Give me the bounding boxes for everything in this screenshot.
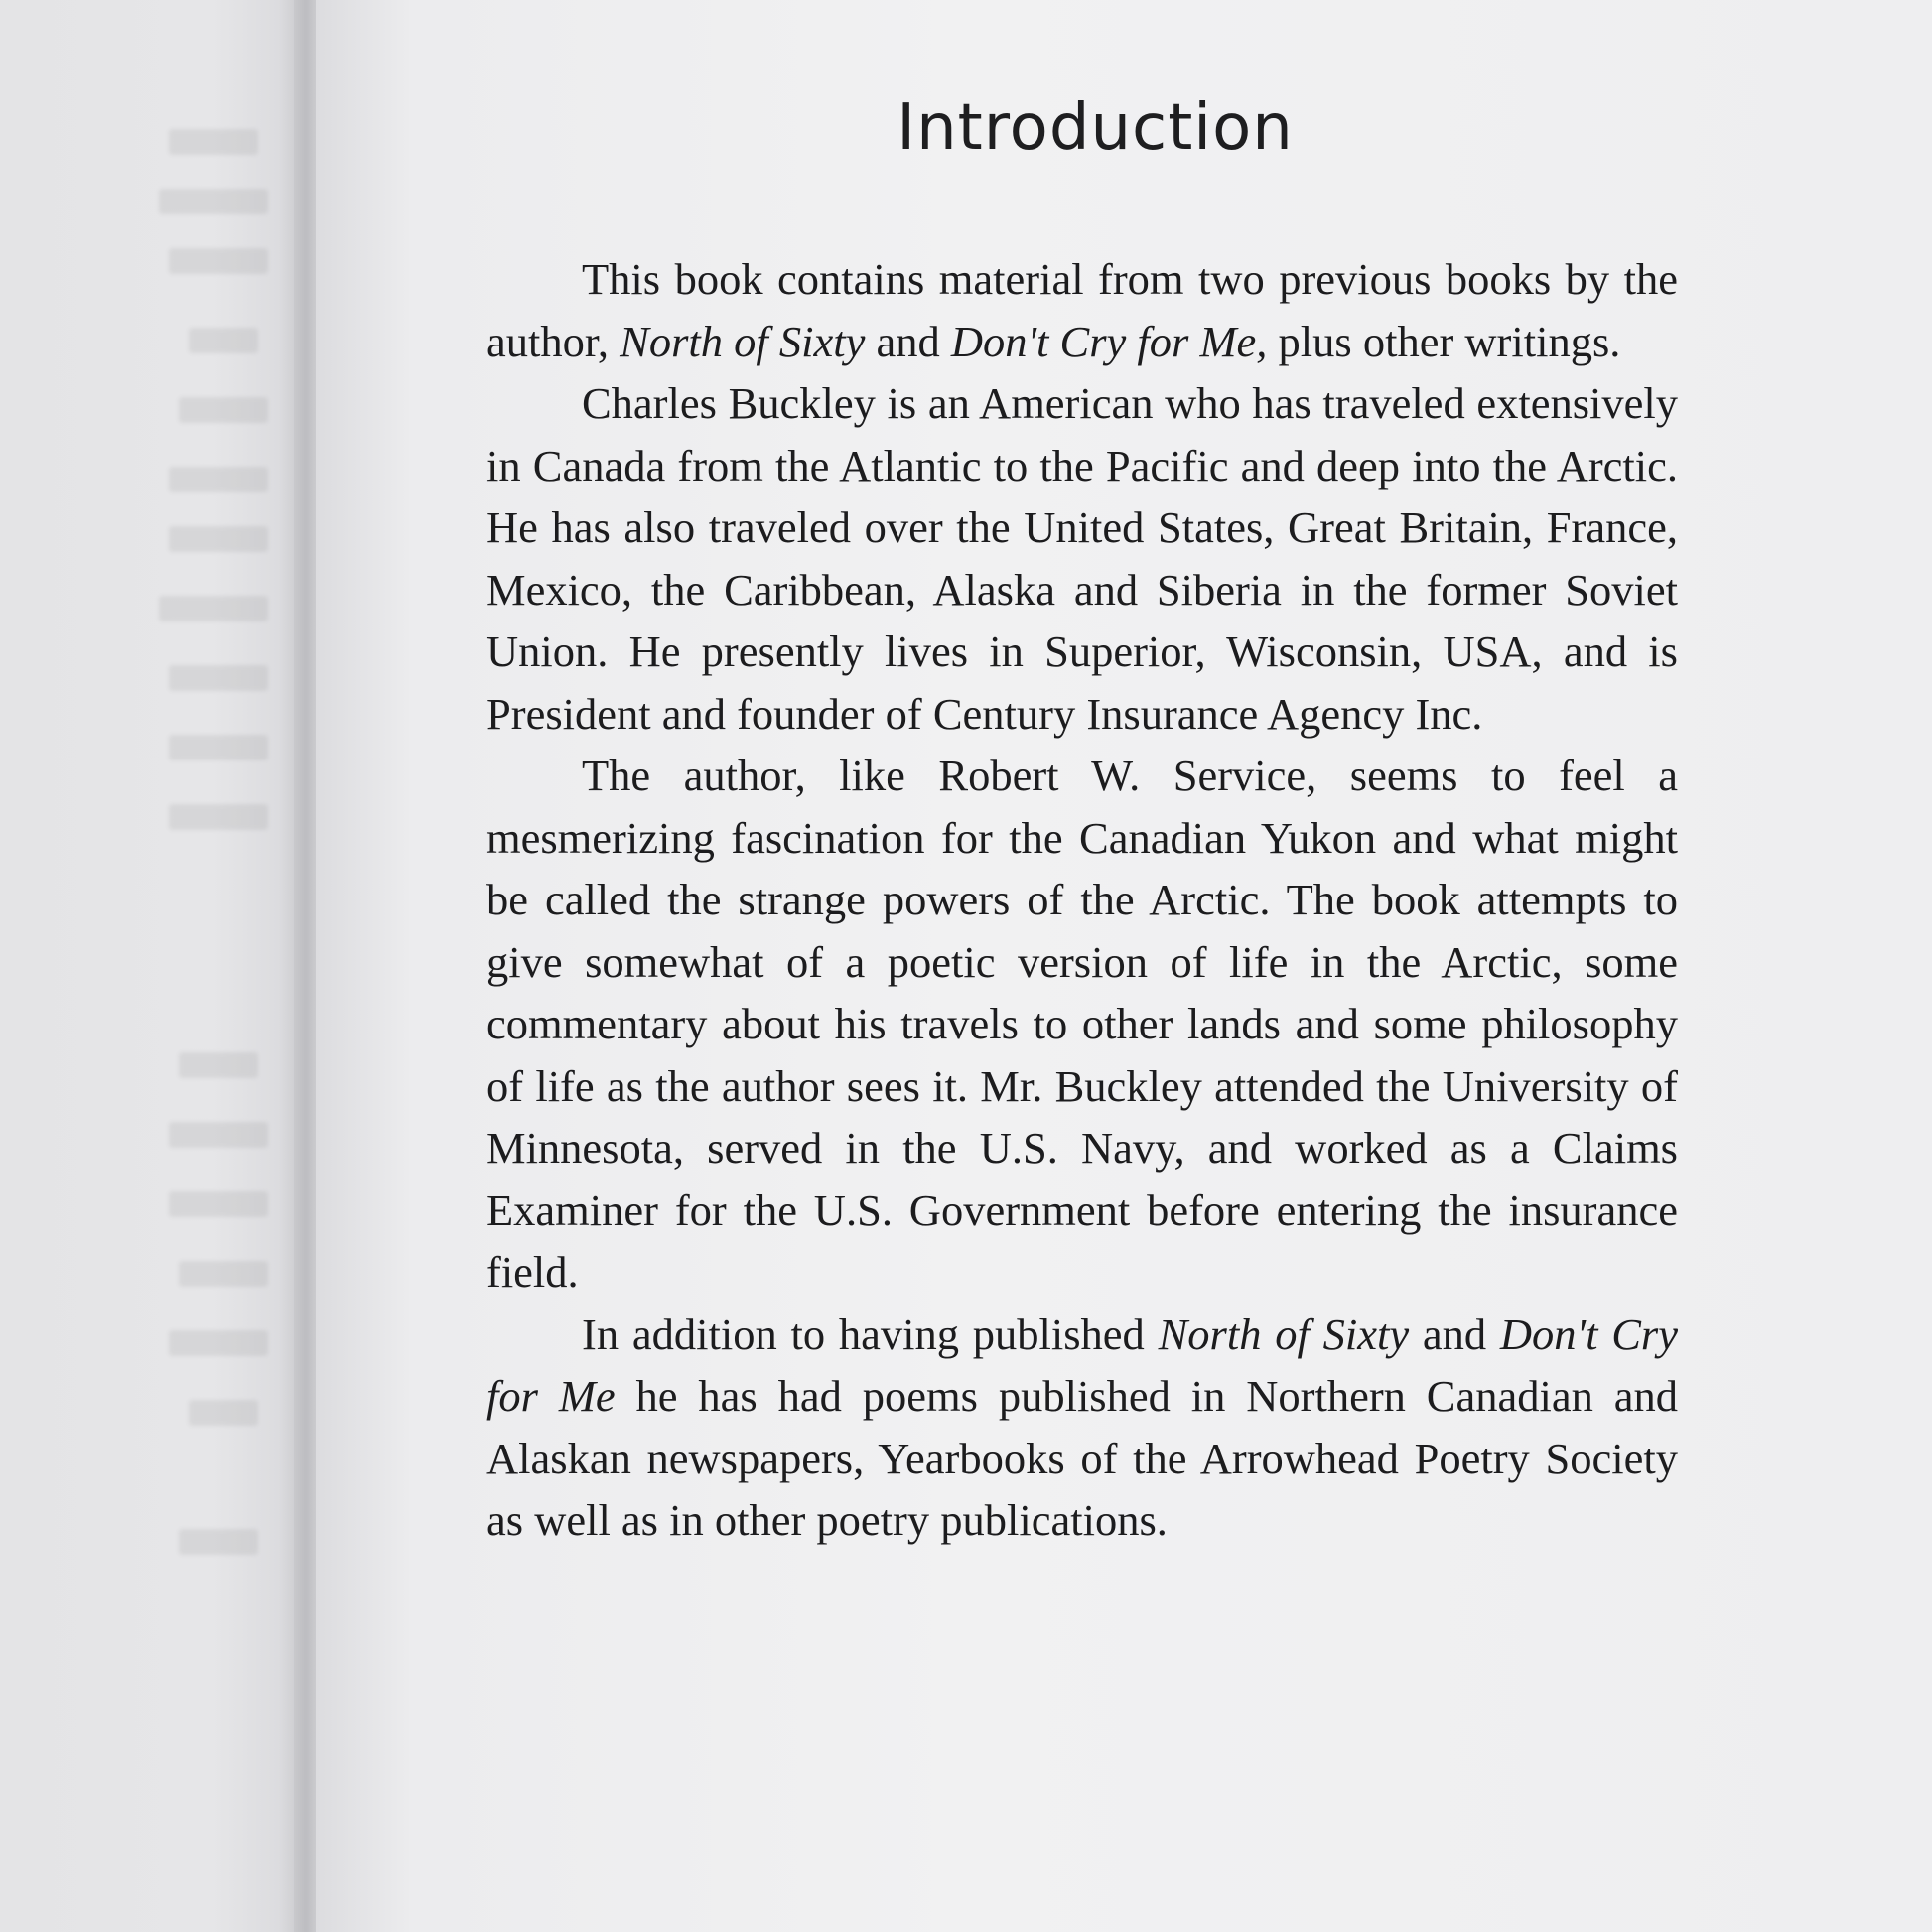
paragraph-text: This book contains material from two previous books by the author, [486, 254, 1678, 366]
paragraph-text: The author, like Robert W. Service, seems to feel a mesmerizing fascination for the Canadian Yukon and what might be called the strange powers of the Arctic. The book attempts to give somewhat of a poetic version of life in the Arctic, some commentary about his travels to other lands and some philosophy of life as the author sees it. Mr. Buckley attended the University of Minnesota, served in the U.S. Navy, and worked as a Claims Examiner for the U.S. Government before entering the insurance field. [486, 751, 1678, 1297]
paragraph [486, 372, 1678, 745]
paragraph [486, 1304, 1678, 1552]
left-page-bleed-through [20, 0, 278, 1932]
book-title-italic: North of Sixty [1158, 1309, 1410, 1359]
paragraph-text: In addition to having published [582, 1309, 1159, 1359]
book-title-italic: Don't Cry for Me, [950, 316, 1268, 366]
book-title-italic: Don't Cry for Me [486, 1309, 1678, 1421]
paragraph-text: and [865, 316, 951, 366]
paragraph-text: he has had poems published in Northern Canadian and Alaskan newspapers, Yearbooks of the Arrowhead Poetry Society as well as in other poetry publications. [486, 1371, 1678, 1545]
paragraph [486, 248, 1678, 372]
page-body [486, 248, 1678, 1552]
page-title: Introduction [897, 91, 1294, 165]
paragraph-text: and [1409, 1309, 1500, 1359]
paragraph [486, 745, 1678, 1304]
paragraph-text: Charles Buckley is an American who has traveled extensively in Canada from the Atlantic to the Pacific and deep into the Arctic. He has also traveled over the United States, Great Britain, France, Mexico, the Caribbean, Alaska and Siberia in the former Soviet Union. He presently lives in Superior, Wisconsin, USA, and is President and founder of Century Insurance Agency Inc. [486, 378, 1678, 739]
paragraph-text: plus other writings. [1267, 316, 1621, 366]
left-page [0, 0, 303, 1932]
book-title-italic: North of Sixty [620, 316, 866, 366]
